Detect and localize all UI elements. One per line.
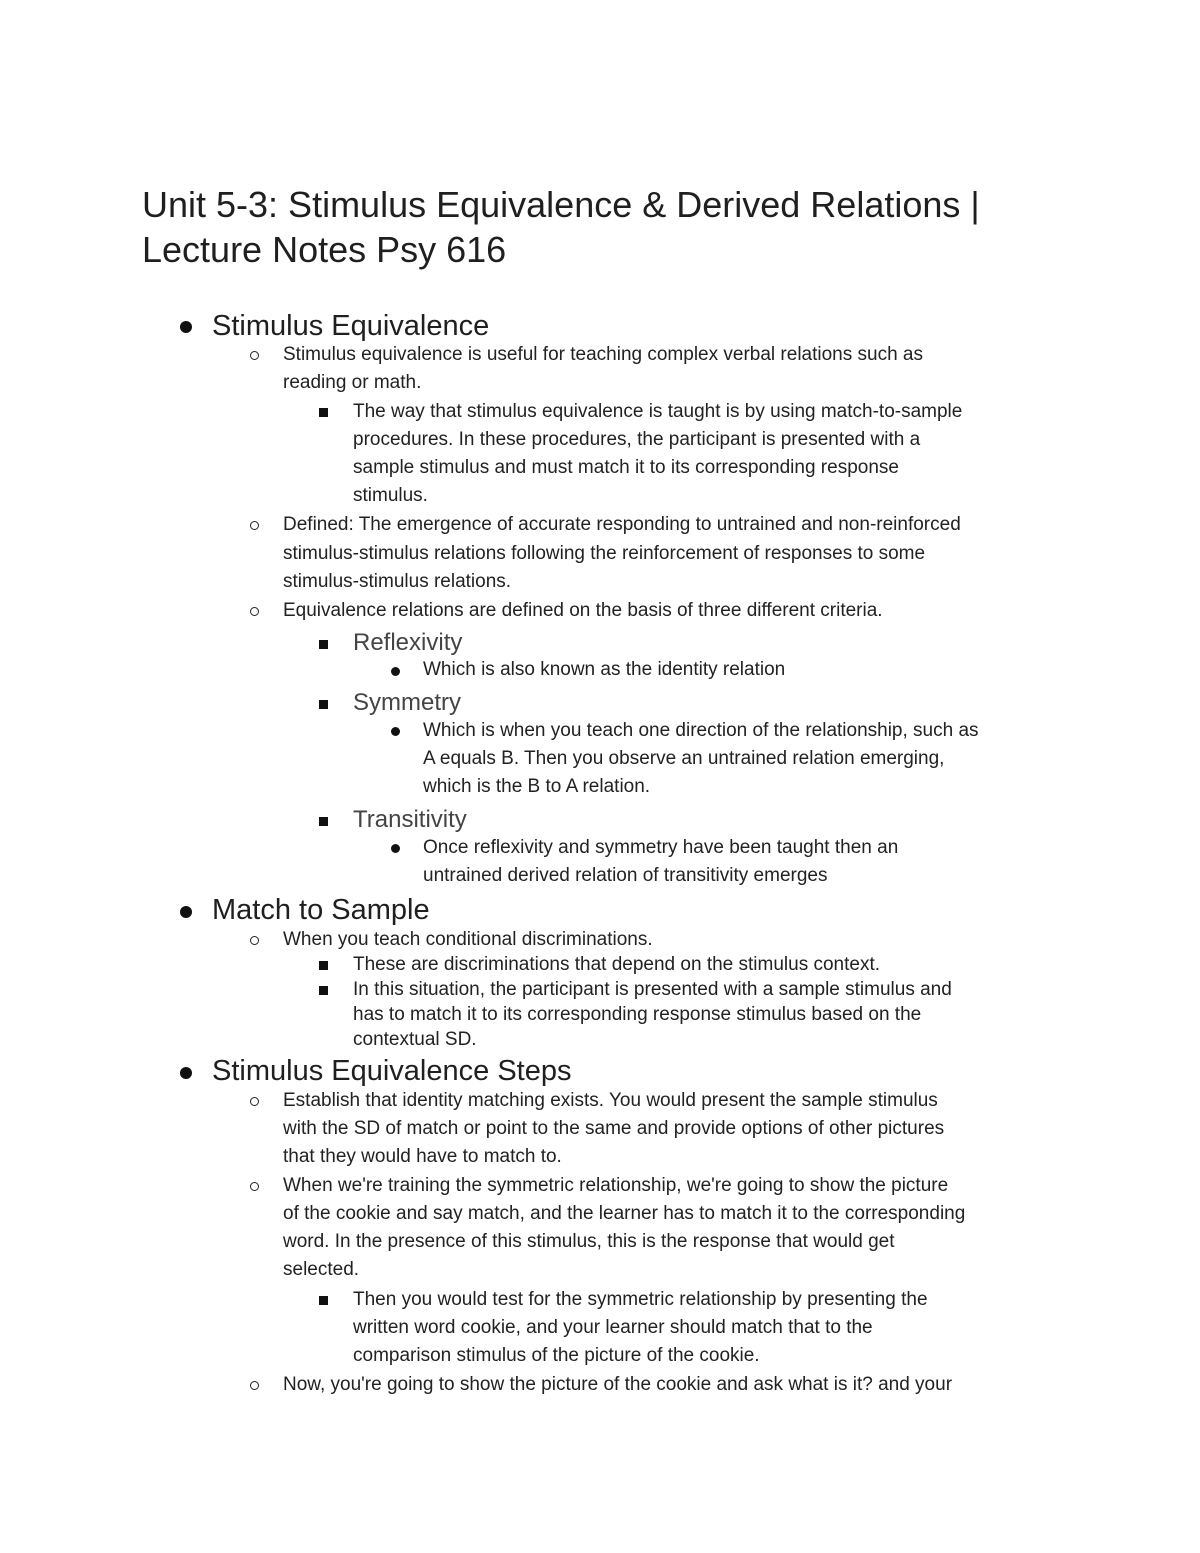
list-item: Then you would test for the symmetric relationship by presenting the <box>353 1289 928 1310</box>
list-item: Equivalence relations are defined on the basis of three different criteria. <box>283 600 883 621</box>
list-item: These are discriminations that depend on the stimulus context. <box>353 954 881 975</box>
bullet-circle <box>250 351 259 360</box>
bullet-circle <box>250 1381 259 1390</box>
list-item: contextual SD. <box>353 1029 477 1050</box>
bullet-disc <box>391 667 400 676</box>
list-item: stimulus-stimulus relations following the reinforcement of responses to some <box>283 543 926 564</box>
list-item: of the cookie and say match, and the learner has to match it to the corresponding <box>283 1203 966 1224</box>
list-item: that they would have to match to. <box>283 1146 562 1167</box>
list-item: Now, you're going to show the picture of the cookie and ask what is it? and your <box>283 1374 953 1395</box>
list-item: Once reflexivity and symmetry have been taught then an <box>423 837 899 858</box>
bullet-circle <box>250 607 259 616</box>
section-heading-stimulus-equivalence-steps: Stimulus Equivalence Steps <box>212 1055 572 1087</box>
bullet-square <box>319 1296 328 1305</box>
list-item: reading or math. <box>283 372 422 393</box>
list-item: untrained derived relation of transitivity emerges <box>423 865 828 886</box>
document-title: Unit 5-3: Stimulus Equivalence & Derived Relations | Lecture Notes Psy 616 <box>142 184 980 270</box>
list-item: A equals B. Then you observe an untrained relation emerging, <box>423 748 945 769</box>
list-item: with the SD of match or point to the same and provide options of other pictures <box>283 1118 945 1139</box>
bullet-disc <box>180 1067 192 1079</box>
bullet-square <box>319 700 328 709</box>
list-item: Establish that identity matching exists. You would present the sample stimulus <box>283 1090 938 1111</box>
list-item: Defined: The emergence of accurate responding to untrained and non-reinforced <box>283 514 961 535</box>
section-heading-match-to-sample: Match to Sample <box>212 894 430 926</box>
bullet-circle <box>250 1182 259 1191</box>
bullet-square <box>319 408 328 417</box>
list-item: comparison stimulus of the picture of the cookie. <box>353 1345 760 1366</box>
bullet-square <box>319 640 328 649</box>
bullet-circle <box>250 936 259 945</box>
list-item: written word cookie, and your learner should match that to the <box>353 1317 873 1338</box>
criterion-heading-transitivity: Transitivity <box>353 806 467 833</box>
list-item: stimulus-stimulus relations. <box>283 571 512 592</box>
bullet-square <box>319 817 328 826</box>
list-item: Which is also known as the identity relation <box>423 659 786 680</box>
criterion-heading-reflexivity: Reflexivity <box>353 629 463 656</box>
list-item: When we're training the symmetric relationship, we're going to show the picture <box>283 1175 949 1196</box>
bullet-square <box>319 986 328 995</box>
list-item: which is the B to A relation. <box>423 776 651 797</box>
bullet-circle <box>250 1097 259 1106</box>
list-item: Which is when you teach one direction of the relationship, such as <box>423 720 979 741</box>
list-item: procedures. In these procedures, the participant is presented with a <box>353 429 921 450</box>
list-item: has to match it to its corresponding response stimulus based on the <box>353 1004 922 1025</box>
bullet-square <box>319 961 328 970</box>
list-item: In this situation, the participant is presented with a sample stimulus and <box>353 979 952 1000</box>
list-item: sample stimulus and must match it to its corresponding response <box>353 457 899 478</box>
bullet-circle <box>250 521 259 530</box>
list-item: The way that stimulus equivalence is taught is by using match-to-sample <box>353 401 963 422</box>
bullet-disc <box>180 906 192 918</box>
bullet-disc <box>180 321 192 333</box>
list-item: word. In the presence of this stimulus, this is the response that would get <box>283 1231 895 1252</box>
bullet-disc <box>391 727 400 736</box>
bullet-disc <box>391 844 400 853</box>
section-heading-stimulus-equivalence: Stimulus Equivalence <box>212 310 490 342</box>
list-item: stimulus. <box>353 485 428 506</box>
list-item: Stimulus equivalence is useful for teaching complex verbal relations such as <box>283 344 923 365</box>
list-item: When you teach conditional discriminations. <box>283 929 653 950</box>
criterion-heading-symmetry: Symmetry <box>353 689 461 716</box>
list-item: selected. <box>283 1259 360 1280</box>
